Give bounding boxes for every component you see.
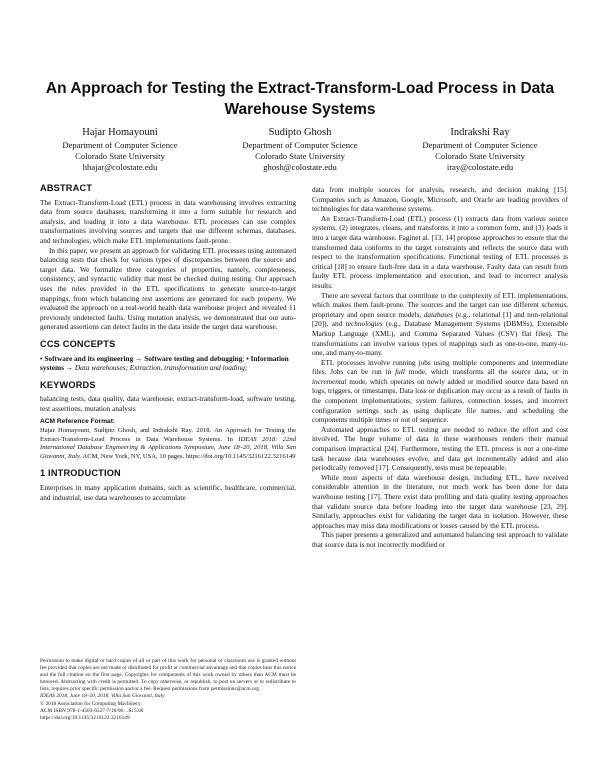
author-univ: Colorado State University — [435, 151, 525, 161]
author-3 — [400, 126, 560, 173]
right-paragraph-3: There are several factors that contribute to the complexity of ETL implementations, which makes them fault-prone. The sources and the target can use different schemas, proprietary and open source models, databases (e.g., relational [1] and non-relational [20]), and technologies (e.g., Database Management Systems (DBMSs), Extensible Markup Language (XML), and Comma Separated Values (CSV) flat files). The transformations can involve various types of mappings such as one-to-one, many-to-one, and many-to-many. — [312, 290, 568, 358]
footnote-venue: IDEAS 2018, June 18–20, 2018, Villa San Giovanni, Italy — [40, 693, 165, 700]
keywords-text: balancing tests, data quality, data warehouse, extract-transform-load, software testing, test assertions, mutation analysis — [40, 394, 296, 413]
author-dept: Department of Computer Science — [62, 140, 178, 150]
author-name: Sudipto Ghosh — [268, 127, 332, 138]
keywords-heading: KEYWORDS — [40, 379, 96, 390]
footnote-isbn: ACM ISBN 978-1-4503-6527-7/18/06…$15.00 — [40, 707, 144, 714]
right-paragraph-1: data from multiple sources for analysis, research, and decision making [15]. Companies such as Amazon, Google, Microsoft, and Oracle are leading providers of technologies for data warehouse systems. — [312, 185, 568, 214]
author-univ: Colorado State University — [75, 151, 165, 161]
author-name: Hajar Homayouni — [82, 127, 158, 138]
author-dept: Department of Computer Science — [242, 140, 358, 150]
ccs-a-bold: • Software and its engineering — [40, 353, 134, 363]
ccs-heading: CCS CONCEPTS — [40, 338, 116, 349]
author-name: Indrakshi Ray — [450, 127, 510, 138]
footnote-doi[interactable]: https://doi.org/10.1145/3216122.3216149 — [40, 714, 130, 721]
author-email: hhajar@colostate.edu — [82, 162, 158, 172]
abstract-paragraph-1: The Extract-Transform-Load (ETL) process in data warehousing involves extracting data from source databases, transforming it into a form suitable for research and analysis, and loading it into a data warehouse. ETL processes can use complex transformations involving sources and targets that use different schemas, databases, and technologies, which make ETL implementations fault-prone. — [40, 197, 296, 245]
right-paragraph-5: Automated approaches to ETL testing are needed to reduce the effort and cost involved. The huge volume of data in these warehouses renders their manual comparison impractical [24]. Furthermore, testing the ETL process is not a one-time task because data warehouses evolve, and data get incrementally added and also periodically removed [17]. Consequently, tests must be repeatable. — [312, 424, 568, 473]
right-paragraph-7: This paper presents a generalized and automated balancing test approach to validate that source data is not incorrectly modified or — [312, 530, 568, 549]
author-2 — [220, 126, 380, 173]
ccs-concepts: • Software and its engineering → Software testing and debugging; • Information systems → Data warehouses; Extraction, transformation and loading; — [40, 353, 289, 373]
right-paragraph-4: ETL processes involve running jobs using multiple components and intermediate files. Jobs can be run in full mode, which transforms all the source data, or in incremental mode, which operates on newly added or modified source data based on logs, triggers, or timestamps. Data loss or duplication may occur as a result of faults in the component implementations, system failures, connection losses, and incorrect configuration settings such as using duplicate file names, and scheduling the components multiple times or out of sequence. — [312, 357, 568, 425]
author-email: iray@colostate.edu — [446, 162, 514, 172]
author-block — [40, 126, 560, 173]
intro-paragraph-1: Enterprises in many application domains, such as scientific, healthcare, commercial, and industrial, use data warehouses to accumulate — [40, 483, 296, 502]
acm-reference-text: Hajar Homayouni, Sudipto Ghosh, and Indrakshi Ray. 2018. An Approach for Testing the Extract-Transform-Load Process in Data Warehouse Systems. In IDEAS 2018: 22nd International Database Engineering & Applications Symposium, June 18–20, 2018, Villa San Giovanni, Italy. ACM, New York, NY, USA, 10 pages. https://doi.org/10.1145/3216122.3216149 — [40, 427, 296, 460]
paper-title: An Approach for Testing the Extract-Transform-Load Process in Data Warehouse Systems — [45, 80, 555, 118]
author-1 — [40, 126, 200, 173]
footnote-copyright: © 2018 Association for Computing Machinery. — [40, 700, 142, 707]
permission-footnote — [40, 658, 296, 722]
author-univ: Colorado State University — [255, 151, 345, 161]
author-dept: Department of Computer Science — [422, 140, 538, 150]
left-column — [40, 184, 296, 502]
permission-text: Permission to make digital or hard copies of all or part of this work for personal or classroom use is granted without fee provided that copies are not made or distributed for profit or commercial advantage and that copies bear this notice and the full citation on the first page. Copyrights for components of this work owned by others than ACM must be honored. Abstracting with credit is permitted. To copy otherwise, or republish, to post on servers or to redistribute to lists, requires prior specific permission and/or a fee. Request permissions from permissions@acm.org. — [40, 658, 296, 693]
ccs-b-bold: • Information systems — [40, 353, 289, 373]
right-paragraph-6: While most aspects of data warehouse design, including ETL, have received considerable attention in the literature, not much work has been done for data warehouse testing [17]. There exist data profiling and data quality testing approaches that validate source data before loading into the target data warehouse [23, 29]. Similarly, approaches exist for validating the target data in isolation. However, these approaches may miss data modifications or losses caused by the ETL process. — [312, 472, 568, 530]
venue-name: IDEAS 2018: 22nd International Database Engineering & Applications Symposium, June 18–20, 2018, Villa San Giovanni, Italy. — [40, 435, 296, 460]
abstract-paragraph-2: In this paper, we present an approach for validating ETL processes using automated balancing tests that check for various types of discrepancies between the source and target data. We formalize three categories of properties, namely, completeness, consistency, and syntactic validity that must be checked during testing. Our approach uses the rules provided in the ETL specifications to generate source-to-target mappings, from which balancing test assertions are generated for each property. We evaluated the approach on a real-world health data warehouse project and revealed 11 previously undetected faults. Using mutation analysis, we demonstrated that our auto-generated assertions can detect faults in the data inside the target data warehouse. — [40, 245, 296, 332]
right-paragraph-2: An Extract-Transform-Load (ETL) process (1) extracts data from various source systems, (2) integrates, cleans, and transforms it into a common form, and (3) loads it into a target data warehouse. Faginet al. [13, 14] propose approaches to ensure that the transformed data conforms to the target constraints and reflects the source data with respect to the transformation specifications. Functional testing of ETL processes is critical [18] to ensure fault-free data in a data warehouse. Faulty data can result from faulty ETL process implementation and execution, and lead to incorrect analysis results. — [312, 213, 568, 290]
abstract-heading: ABSTRACT — [40, 183, 93, 193]
acm-reference-label: ACM Reference Format: — [40, 418, 116, 426]
author-email: ghosh@colostate.edu — [263, 162, 337, 172]
ccs-b-italic: Data warehouses; Extraction, transformation and loading; — [74, 363, 248, 373]
ccs-a-bold2: Software testing and debugging — [144, 353, 243, 363]
right-column — [312, 185, 568, 550]
introduction-heading: 1 INTRODUCTION — [40, 468, 121, 479]
